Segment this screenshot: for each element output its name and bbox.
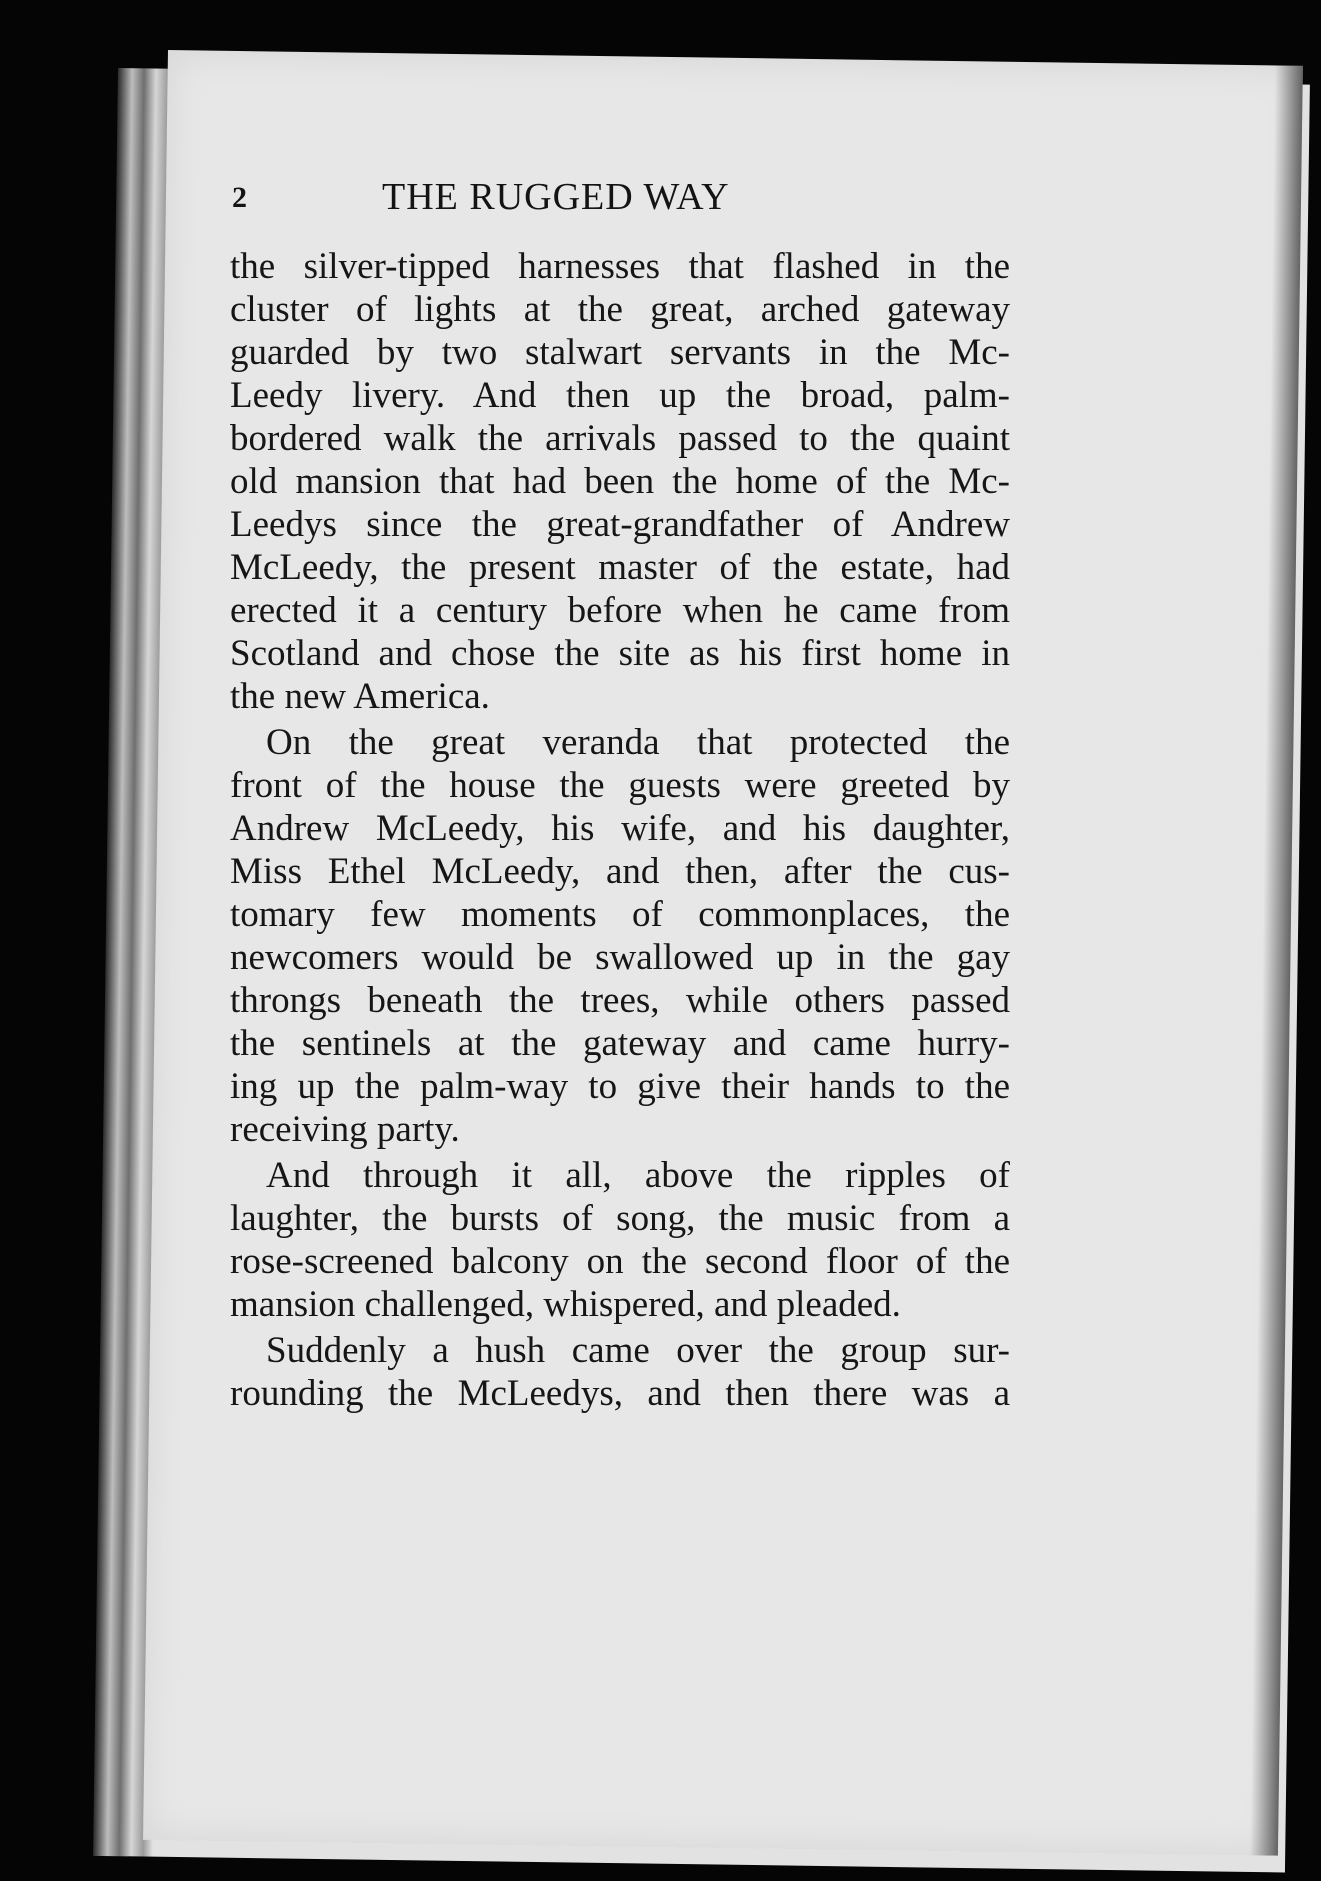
- text-line: rounding the McLeedys, and then there was a: [230, 1373, 1010, 1414]
- text-line: ing up the palm-way to give their hands to the: [230, 1066, 1010, 1107]
- paragraph-2: [230, 721, 1010, 1151]
- text-line: Andrew McLeedy, his wife, and his daughter,: [230, 808, 1010, 849]
- running-title: THE RUGGED WAY: [382, 176, 730, 218]
- text-line: receiving party.: [230, 1109, 460, 1150]
- text-line: McLeedy, the present master of the estate, had: [230, 547, 1010, 588]
- paragraph-3: [230, 1154, 1010, 1326]
- text-line: Leedys since the great-grandfather of Andrew: [230, 504, 1010, 545]
- text-line: Suddenly a hush came over the group sur-: [266, 1330, 1010, 1371]
- text-line: tomary few moments of commonplaces, the: [230, 894, 1010, 935]
- paragraph-4: [230, 1329, 1010, 1415]
- text-line: cluster of lights at the great, arched gateway: [230, 289, 1010, 330]
- text-line: throngs beneath the trees, while others passed: [230, 980, 1010, 1021]
- text-line: On the great veranda that protected the: [266, 722, 1010, 763]
- page-number: 2: [232, 181, 247, 214]
- text-line: guarded by two stalwart servants in the Mc-: [230, 332, 1010, 373]
- text-line: rose-screened balcony on the second floor of the: [230, 1241, 1010, 1282]
- text-line: the new America.: [230, 676, 490, 717]
- text-line: laughter, the bursts of song, the music from a: [230, 1198, 1010, 1239]
- page-header: [232, 175, 1002, 235]
- text-line: bordered walk the arrivals passed to the quaint: [230, 418, 1010, 459]
- text-line: erected it a century before when he came from: [230, 590, 1010, 631]
- text-line: And through it all, above the ripples of: [266, 1155, 1010, 1196]
- text-line: newcomers would be swallowed up in the gay: [230, 937, 1010, 978]
- text-line: Miss Ethel McLeedy, and then, after the cus-: [230, 851, 1010, 892]
- paragraph-1: [230, 245, 1010, 718]
- text-line: mansion challenged, whispered, and pleaded.: [230, 1284, 901, 1325]
- text-line: the silver-tipped harnesses that flashed in the: [230, 246, 1010, 287]
- text-line: the sentinels at the gateway and came hurry-: [230, 1023, 1010, 1064]
- text-line: Scotland and chose the site as his first home in: [230, 633, 1010, 674]
- page-text: [230, 245, 1010, 1415]
- text-line: old mansion that had been the home of the Mc-: [230, 461, 1010, 502]
- text-line: front of the house the guests were greeted by: [230, 765, 1010, 806]
- text-line: Leedy livery. And then up the broad, palm-: [230, 375, 1010, 416]
